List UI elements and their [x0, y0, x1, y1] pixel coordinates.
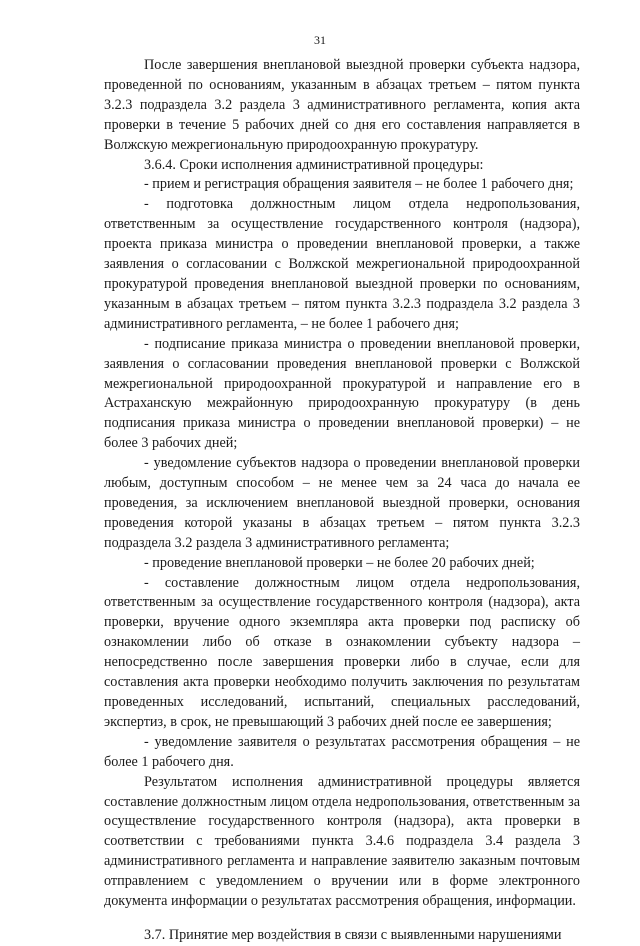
list-item-order-signing: - подписание приказа министра о проведении внеплановой проверки, заявления о согласовании проведения внеплановой проверки с Волжской межрегиональной природоохранной прокуратурой и направление его в Астраханскую межрайонную природоохранную прокуратуру (в день подписания приказа министра о проведении внеплановой проверки) – не более 3 рабочих дней; — [104, 335, 580, 452]
document-body — [104, 56, 580, 946]
paragraph-inspection-copy: После завершения внеплановой выездной проверки субъекта надзора, проведенной по основаниям, указанным в абзацах третьем – пятом пункта 3.2.3 подраздела 3.2 раздела 3 административного регламента, копия акта проверки в течение 5 рабочих дней со дня его составления направляется в Волжскую межрегиональную природоохранную прокуратуру. — [104, 57, 580, 153]
list-item-registration: - прием и регистрация обращения заявителя – не более 1 рабочего дня; — [144, 176, 574, 193]
list-item-applicant-notification: - уведомление заявителя о результатах рассмотрения обращения – не более 1 рабочего дня. — [104, 733, 580, 770]
section-spacer — [104, 912, 580, 926]
page-number: 31 — [314, 33, 326, 47]
list-item-notification: - уведомление субъектов надзора о проведении внеплановой проверки любым, доступным способом – не менее чем за 24 часа до начала ее проведения, за исключением внеплановой выездной проверки, основания проведения которой указаны в абзацах третьем – пятом пункта 3.2.3 подраздела 3.2 раздела 3 административного регламента; — [104, 455, 580, 551]
paragraph-procedure-result: Результатом исполнения административной процедуры является составление должностным лицом отдела недропользования, ответственным за осуществление государственного контроля (надзора), акта проверки в соответствии с требованиями пункта 3.4.6 подраздела 3.4 раздела 3 административного регламента и направление заявителю заказным почтовым отправлением с уведомлением о вручении или в форме электронного документа информации о результатах рассмотрения обращения, информации. — [104, 773, 580, 910]
list-item-inspection: - проведение внеплановой проверки – не более 20 рабочих дней; — [144, 554, 535, 571]
list-item-act-drafting: - составление должностным лицом отдела недропользования, ответственным за осуществление государственного контроля (надзора), акта проверки, вручение одного экземпляра акта проверки под расписку об ознакомлении либо об отказе в ознакомлении субъекту надзора – непосредственно после завершения проверки либо в случае, если для составления акта проверки необходимо получить заключения по результатам проведенных исследований, испытаний, специальных расследований, экспертиз, в срок, не превышающий 3 рабочих дней после ее завершения; — [104, 574, 580, 730]
section-heading: 3.7. Принятие мер воздействия в связи с выявленными нарушениями — [144, 926, 562, 943]
list-item-order-preparation: - подготовка должностным лицом отдела недропользования, ответственным за осуществление государственного контроля (надзора), проекта приказа министра о проведении внеплановой проверки, а также заявления о согласовании с Волжской межрегиональной природоохранной прокуратурой проведения внеплановой выездной проверки по основаниям, указанным в абзацах третьем – пятом пункта 3.2.3 подраздела 3.2 раздела 3 административного регламента, – не более 1 рабочего дня; — [104, 196, 580, 332]
paragraph-deadlines-heading: 3.6.4. Сроки исполнения административной процедуры: — [144, 156, 484, 173]
